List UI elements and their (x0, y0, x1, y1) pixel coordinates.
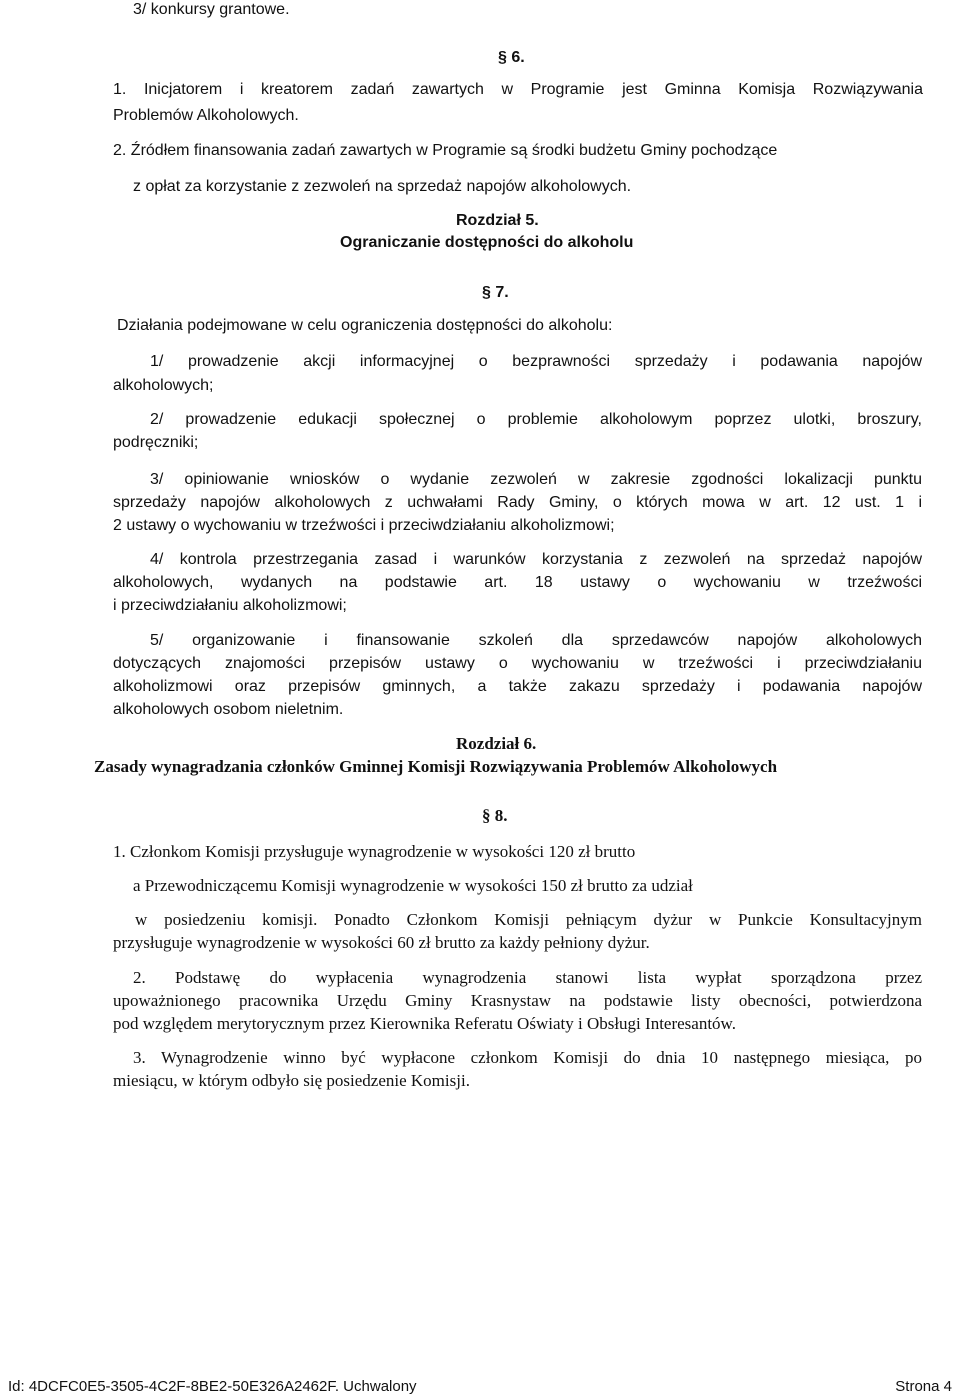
paragraph-line: upoważnionego pracownika Urzędu Gminy Krasnystaw na podstawie listy obecności, potwierdzona (113, 991, 922, 1010)
list-item-line: alkoholowych; (113, 377, 214, 394)
section-mark: § 7. (482, 284, 509, 301)
list-item-line: 5/ organizowanie i finansowanie szkoleń dla sprzedawców napojów alkoholowych (150, 632, 922, 649)
paragraph-line: miesiącu, w którym odbyło się posiedzenie Komisji. (113, 1071, 470, 1090)
list-item-line: 2 ustawy o wychowaniu w trzeźwości i przeciwdziałaniu alkoholizmowi; (113, 517, 615, 534)
list-item-line: dotyczących znajomości przepisów ustawy o wychowaniu w trzeźwości i przeciwdziałaniu (113, 655, 922, 672)
paragraph-line: 2. Źródłem finansowania zadań zawartych w Programie są środki budżetu Gminy pochodzące (113, 142, 778, 159)
list-item: 3/ konkursy grantowe. (133, 1, 290, 18)
chapter-title: Zasady wynagradzania członków Gminnej Komisji Rozwiązywania Problemów Alkoholowych (94, 757, 778, 776)
paragraph-line: 1. Inicjatorem i kreatorem zadań zawartych w Programie jest Gminna Komisja Rozwiązywania (113, 81, 923, 98)
chapter-heading: Rozdział 5. (456, 212, 539, 229)
list-item-line: i przeciwdziałaniu alkoholizmowi; (113, 597, 347, 614)
list-item-line: podręczniki; (113, 434, 199, 451)
intro-text: Działania podejmowane w celu ograniczenia dostępności do alkoholu: (117, 317, 613, 334)
paragraph-line: 1. Członkom Komisji przysługuje wynagrodzenie w wysokości 120 zł brutto (113, 842, 636, 861)
paragraph-line: z opłat za korzystanie z zezwoleń na sprzedaż napojów alkoholowych. (133, 178, 632, 195)
footer-page-number: Strona 4 (895, 1378, 952, 1395)
chapter-title: Ograniczanie dostępności do alkoholu (340, 234, 634, 251)
list-item-line: alkoholowych osobom nieletnim. (113, 701, 344, 718)
paragraph-line: pod względem merytorycznym przez Kierownika Referatu Oświaty i Obsługi Interesantów. (113, 1014, 736, 1033)
list-item-line: 3/ opiniowanie wniosków o wydanie zezwoleń w zakresie zgodności lokalizacji punktu (150, 471, 922, 488)
section-mark: § 8. (482, 806, 508, 825)
paragraph-line: przysługuje wynagrodzenie w wysokości 60 zł brutto za każdy pełniony dyżur. (113, 933, 650, 952)
paragraph-line: 3. Wynagrodzenie winno być wypłacone członkom Komisji do dnia 10 następnego miesiąca, po (133, 1048, 922, 1067)
list-item-line: 2/ prowadzenie edukacji społecznej o problemie alkoholowym poprzez ulotki, broszury, (150, 411, 922, 428)
list-item-line: sprzedaży napojów alkoholowych z uchwałami Rady Gminy, o których mowa w art. 12 ust. 1 i (113, 494, 922, 511)
section-mark: § 6. (498, 49, 525, 66)
list-item-line: alkoholizmowi oraz przepisów gminnych, a także zakazu sprzedaży i podawania napojów (113, 678, 922, 695)
paragraph-line: Problemów Alkoholowych. (113, 107, 299, 124)
footer-document-id: Id: 4DCFC0E5-3505-4C2F-8BE2-50E326A2462F. Uchwalony (8, 1378, 417, 1395)
list-item-line: 1/ prowadzenie akcji informacyjnej o bezprawności sprzedaży i podawania napojów (150, 353, 922, 370)
list-item-line: 4/ kontrola przestrzegania zasad i warunków korzystania z zezwoleń na sprzedaż napojów (150, 551, 922, 568)
list-item-line: alkoholowych, wydanych na podstawie art. 18 ustawy o wychowaniu w trzeźwości (113, 574, 922, 591)
paragraph-line: 2. Podstawę do wypłacenia wynagrodzenia stanowi lista wypłat sporządzona przez (133, 968, 922, 987)
paragraph-line: w posiedzeniu komisji. Ponadto Członkom Komisji pełniącym dyżur w Punkcie Konsultacyjnym (135, 910, 922, 929)
paragraph-line: a Przewodniczącemu Komisji wynagrodzenie w wysokości 150 zł brutto za udział (133, 876, 693, 895)
chapter-heading: Rozdział 6. (456, 734, 537, 753)
